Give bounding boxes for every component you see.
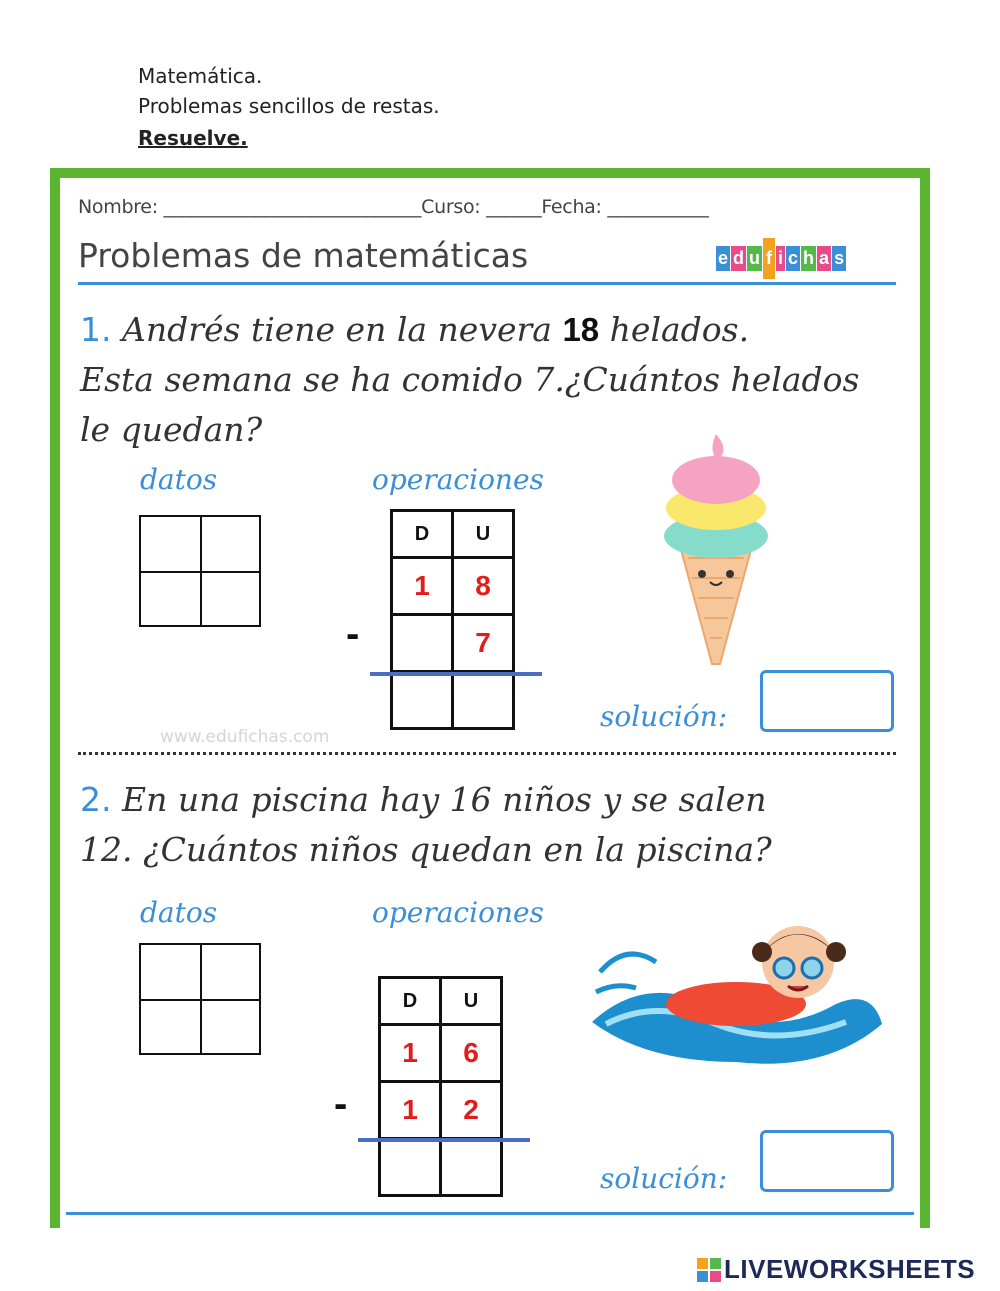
problem1-solution-label: solución: bbox=[600, 700, 728, 733]
problem2-operation-table bbox=[378, 976, 503, 1197]
minuend-tens[interactable]: 1 bbox=[380, 1025, 441, 1082]
swimmer-icon bbox=[586, 912, 886, 1072]
problem2-line1: 2. En una piscina hay 16 niños y se salen bbox=[80, 780, 767, 819]
problem2-solution-box[interactable] bbox=[760, 1130, 894, 1192]
liveworksheets-logo bbox=[697, 1254, 975, 1285]
problem1-line1: 1. Andrés tiene en la nevera 18 helados. bbox=[80, 310, 750, 349]
subtraction-line bbox=[358, 1138, 530, 1142]
problem2-datos-grid[interactable] bbox=[139, 943, 261, 1055]
problem1-number: 1. bbox=[80, 310, 112, 349]
problem-divider bbox=[78, 752, 896, 755]
tens-header: D bbox=[380, 978, 441, 1025]
problem1-datos-grid[interactable] bbox=[139, 515, 261, 627]
units-header: U bbox=[453, 511, 514, 558]
instruction: Resuelve. bbox=[138, 126, 248, 150]
minuend-units[interactable]: 6 bbox=[441, 1025, 502, 1082]
subtrahend-units[interactable]: 7 bbox=[453, 615, 514, 672]
problem2-line2: 12. ¿Cuántos niños quedan en la piscina? bbox=[80, 830, 772, 869]
result-units[interactable] bbox=[453, 672, 514, 729]
result-units[interactable] bbox=[441, 1139, 502, 1196]
problem1-operation-table bbox=[390, 509, 515, 730]
minuend-tens[interactable]: 1 bbox=[392, 558, 453, 615]
problem2-operaciones-label: operaciones bbox=[372, 896, 544, 929]
ice-cream-icon bbox=[660, 428, 772, 668]
problem1-operaciones-label: operaciones bbox=[372, 463, 544, 496]
subtrahend-units[interactable]: 2 bbox=[441, 1082, 502, 1139]
liveworksheets-icon bbox=[697, 1258, 721, 1282]
subtraction-line bbox=[370, 672, 542, 676]
liveworksheets-brand: LIVEWORKSHEETS bbox=[724, 1254, 976, 1284]
minus-sign: - bbox=[346, 612, 360, 656]
problem2-datos-label: datos bbox=[140, 896, 218, 929]
problem2-solution-label: solución: bbox=[600, 1162, 728, 1195]
subject-title: Matemática. bbox=[138, 64, 263, 88]
result-tens[interactable] bbox=[380, 1139, 441, 1196]
title-underline bbox=[78, 282, 896, 285]
worksheet-subtitle: Problemas sencillos de restas. bbox=[138, 94, 440, 118]
worksheet-title: Problemas de matemáticas bbox=[78, 236, 529, 275]
tens-header: D bbox=[392, 511, 453, 558]
problem1-quantity: 18 bbox=[562, 311, 600, 348]
minuend-units[interactable]: 8 bbox=[453, 558, 514, 615]
subtrahend-tens[interactable] bbox=[392, 615, 453, 672]
edufichas-logo: e d u f i c h a s bbox=[716, 238, 847, 279]
problem1-line3: le quedan? bbox=[80, 410, 263, 449]
problem1-solution-box[interactable] bbox=[760, 670, 894, 732]
problem1-datos-label: datos bbox=[140, 463, 218, 496]
problem1-line2: Esta semana se ha comido 7.¿Cuántos helados bbox=[80, 360, 860, 399]
watermark: www.edufichas.com bbox=[160, 727, 330, 747]
problem2-number: 2. bbox=[80, 780, 112, 819]
result-tens[interactable] bbox=[392, 672, 453, 729]
subtrahend-tens[interactable]: 1 bbox=[380, 1082, 441, 1139]
student-fields: Nombre: ____________________________Curso: ______Fecha: ___________ bbox=[78, 196, 709, 218]
bottom-rule bbox=[66, 1212, 914, 1215]
units-header: U bbox=[441, 978, 502, 1025]
minus-sign: - bbox=[334, 1082, 348, 1126]
